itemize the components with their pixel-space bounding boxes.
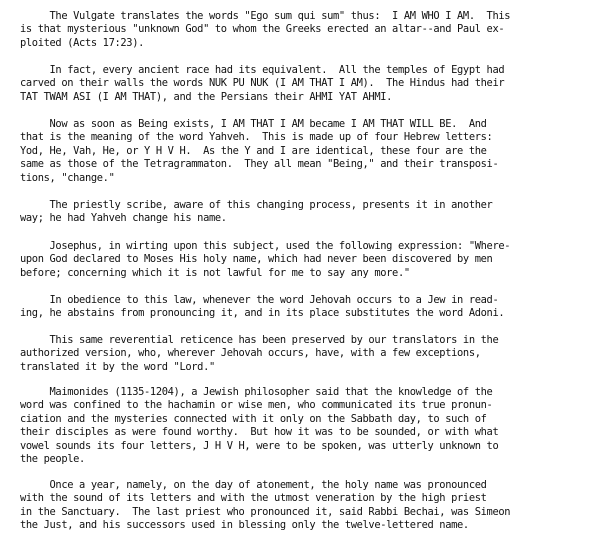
text-line: the people. xyxy=(20,452,85,465)
text-line: Now as soon as Being exists, I AM THAT I AM became I AM THAT WILL BE. And xyxy=(20,118,487,130)
text-line: with the sound of its letters and with the utmost veneration by the high priest xyxy=(20,492,487,505)
text-line: Maimonides (1135-1204), a Jewish philosopher said that the knowledge of the xyxy=(20,386,493,398)
text-line: Yod, He, Vah, He, or Y H V H. As the Y and I are identical, these four are the xyxy=(20,144,487,157)
text-line: ing, he abstains from pronouncing it, and in its place substitutes the word Adoni. xyxy=(20,307,505,320)
text-line: is that mysterious "unknown God" to whom the Greeks erected an altar--and Paul ex- xyxy=(20,23,505,36)
text-line: carved on their walls the words NUK PU NUK (I AM THAT I AM). The Hindus had their xyxy=(20,77,505,90)
text-line: TAT TWAM ASI (I AM THAT), and the Persians their AHMI YAT AHMI. xyxy=(20,90,393,103)
text-line: ciation and the mysteries connected with it only on the Sabbath day, to such of xyxy=(20,412,487,425)
text-line: same as those of the Tetragrammaton. They all mean "Being," and their transposi- xyxy=(20,158,499,171)
paragraph-reticence xyxy=(20,334,580,374)
text-line: upon God declared to Moses His holy name, which had never been discovered by men xyxy=(20,253,493,266)
paragraph-yahveh xyxy=(20,118,580,185)
text-line: tions, "change." xyxy=(20,171,115,184)
text-line: in the Sanctuary. The last priest who pronounced it, said Rabbi Bechai, was Simeon xyxy=(20,505,511,518)
text-line: authorized version, who, wherever Jehovah occurs, have, with a few exceptions, xyxy=(20,347,481,360)
paragraph-priestly-scribe xyxy=(20,199,580,226)
paragraph-vulgate xyxy=(20,10,580,50)
paragraph-maimonides xyxy=(20,386,580,466)
text-line: vowel sounds its four letters, J H V H, were to be spoken, was utterly unknown to xyxy=(20,439,499,452)
text-line: word was confined to the hachamin or wise men, who communicated its true pronun- xyxy=(20,399,493,412)
text-line: This same reverential reticence has been preserved by our translators in the xyxy=(20,334,499,346)
text-line: Josephus, in wirting upon this subject, used the following expression: "Where- xyxy=(20,240,511,252)
text-line: the Just, and his successors used in blessing only the twelve-lettered name. xyxy=(20,519,469,532)
text-line: In obedience to this law, whenever the word Jehovah occurs to a Jew in read- xyxy=(20,294,499,306)
paragraph-atonement xyxy=(20,479,580,533)
text-line: translated it by the word "Lord." xyxy=(20,360,215,373)
text-line: way; he had Yahveh change his name. xyxy=(20,212,227,225)
paragraph-obedience xyxy=(20,294,580,321)
paragraph-ancient-races xyxy=(20,64,580,104)
text-line: The Vulgate translates the words "Ego sum qui sum" thus: I AM WHO I AM. This xyxy=(20,10,511,22)
text-line: before; concerning which it is not lawful for me to say any more." xyxy=(20,266,410,279)
text-line: Once a year, namely, on the day of atonement, the holy name was pronounced xyxy=(20,479,487,491)
paragraph-josephus xyxy=(20,240,580,280)
text-line: The priestly scribe, aware of this changing process, presents it in another xyxy=(20,199,493,211)
text-line: that is the meaning of the word Yahveh. This is made up of four Hebrew letters: xyxy=(20,131,493,144)
text-line: ploited (Acts 17:23). xyxy=(20,36,145,49)
text-line: In fact, every ancient race had its equivalent. All the temples of Egypt had xyxy=(20,64,505,76)
text-line: their disciples as were found worthy. But how it was to be sounded, or with what xyxy=(20,426,499,439)
